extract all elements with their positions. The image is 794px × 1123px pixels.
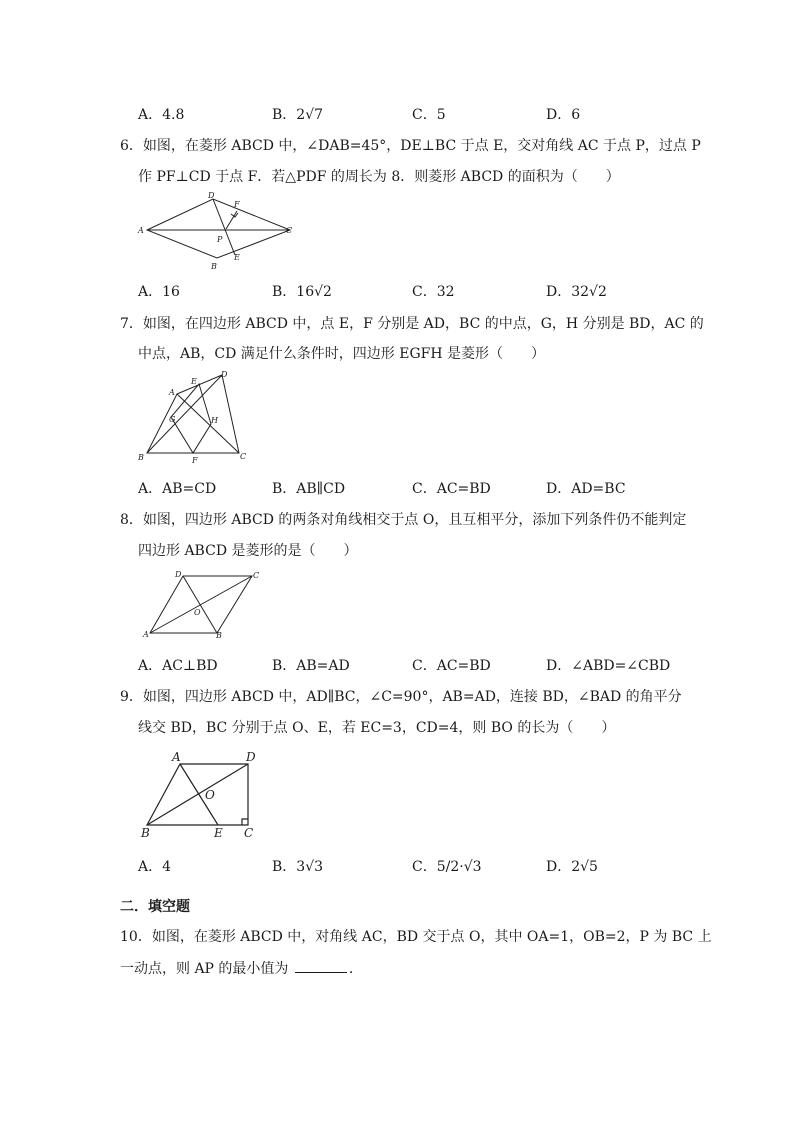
q6-label-p: P xyxy=(217,235,223,244)
q6-stem-line2: 作 PF⊥CD 于点 F．若△PDF 的周长为 8．则菱形 ABCD 的面积为（ ） xyxy=(138,169,620,185)
q7-label-h: H xyxy=(211,416,218,425)
q8-label-o: O xyxy=(194,608,201,617)
q7-label-f: F xyxy=(192,456,198,465)
q6-figure xyxy=(135,192,300,272)
q9-stem-line1: 9．如图，四边形 ABCD 中，AD∥BC，∠C=90°，AB=AD，连接 BD，∠BAD 的角平分 xyxy=(120,689,682,705)
q5-option-d[interactable]: D．6 xyxy=(546,107,581,123)
q9-label-e: E xyxy=(214,826,223,840)
q6-label-e: E xyxy=(234,253,240,262)
q6-label-d: D xyxy=(208,192,215,200)
q6-option-d[interactable]: D．32√2 xyxy=(546,284,607,300)
q5-option-c[interactable]: C．5 xyxy=(412,107,446,123)
q8-label-b: B xyxy=(216,631,222,640)
q8-option-b[interactable]: B．AB=AD xyxy=(272,658,350,674)
q6-label-c: C xyxy=(286,226,293,235)
q10-stem-line2 xyxy=(120,958,363,978)
q9-label-c: C xyxy=(244,826,254,840)
q9-label-b: B xyxy=(141,826,150,840)
q6-label-b: B xyxy=(211,262,217,271)
q9-stem-line2: 线交 BD，BC 分别于点 O、E，若 EC=3，CD=4，则 BO 的长为（ ） xyxy=(138,720,616,736)
q10-stem-line1: 10．如图，在菱形 ABCD 中，对角线 AC，BD 交于点 O，其中 OA=1，OB=2，P 为 BC 上 xyxy=(120,929,712,945)
q8-stem-line2: 四边形 ABCD 是菱形的是（ ） xyxy=(138,543,358,559)
q10-stem-period: ． xyxy=(348,961,363,977)
q8-option-a[interactable]: A．AC⊥BD xyxy=(138,658,218,674)
q7-option-c[interactable]: C．AC=BD xyxy=(412,481,491,497)
q7-option-a[interactable]: A．AB=CD xyxy=(138,481,217,497)
q7-label-c: C xyxy=(240,452,247,461)
q7-label-d: D xyxy=(221,370,228,379)
q9-label-a: A xyxy=(172,750,181,764)
q9-figure xyxy=(138,746,268,841)
q9-option-b[interactable]: B．3√3 xyxy=(272,859,324,875)
q8-label-d: D xyxy=(175,570,182,579)
q9-option-d[interactable]: D．2√5 xyxy=(546,859,598,875)
q8-label-a: A xyxy=(143,630,149,639)
q8-stem-line1: 8．如图，四边形 ABCD 的两条对角线相交于点 O，且互相平分，添加下列条件仍不能判定 xyxy=(120,512,687,528)
q8-option-c[interactable]: C．AC=BD xyxy=(412,658,491,674)
q10-stem-line2-text: 一动点，则 AP 的最小值为 xyxy=(120,961,289,977)
q8-option-d[interactable]: D．∠ABD=∠CBD xyxy=(546,658,671,674)
q8-label-c: C xyxy=(253,571,260,580)
q7-option-b[interactable]: B．AB∥CD xyxy=(272,481,346,497)
q7-label-e: E xyxy=(191,377,197,386)
q7-label-b: B xyxy=(138,453,144,462)
section-fill-in-title: 二．填空题 xyxy=(120,899,190,915)
q7-option-d[interactable]: D．AD=BC xyxy=(546,481,626,497)
q7-label-a: A xyxy=(169,388,175,397)
q7-stem-line2: 中点，AB，CD 满足什么条件时，四边形 EGFH 是菱形（ ） xyxy=(138,346,546,362)
q5-option-b[interactable]: B．2√7 xyxy=(272,107,324,123)
q9-option-c[interactable]: C．5/2·√3 xyxy=(412,859,482,875)
q9-label-o: O xyxy=(205,788,215,802)
q10-answer-blank[interactable] xyxy=(295,960,347,973)
q6-stem-line1: 6．如图，在菱形 ABCD 中，∠DAB=45°，DE⊥BC 于点 E，交对角线 AC 于点 P，过点 P xyxy=(120,138,701,154)
q5-option-a[interactable]: A．4.8 xyxy=(138,107,185,123)
q9-option-a[interactable]: A．4 xyxy=(138,859,172,875)
q6-label-f: F xyxy=(234,200,240,209)
q6-option-c[interactable]: C．32 xyxy=(412,284,455,300)
q6-option-a[interactable]: A．16 xyxy=(138,284,180,300)
q8-figure xyxy=(135,567,270,642)
q7-label-g: G xyxy=(169,415,176,424)
q7-figure xyxy=(135,367,255,467)
q9-label-d: D xyxy=(246,750,256,764)
q6-option-b[interactable]: B．16√2 xyxy=(272,284,332,300)
q6-label-a: A xyxy=(138,226,144,235)
q7-stem-line1: 7．如图，在四边形 ABCD 中，点 E，F 分别是 AD，BC 的中点，G，H 分别是 BD，AC 的 xyxy=(120,316,704,332)
